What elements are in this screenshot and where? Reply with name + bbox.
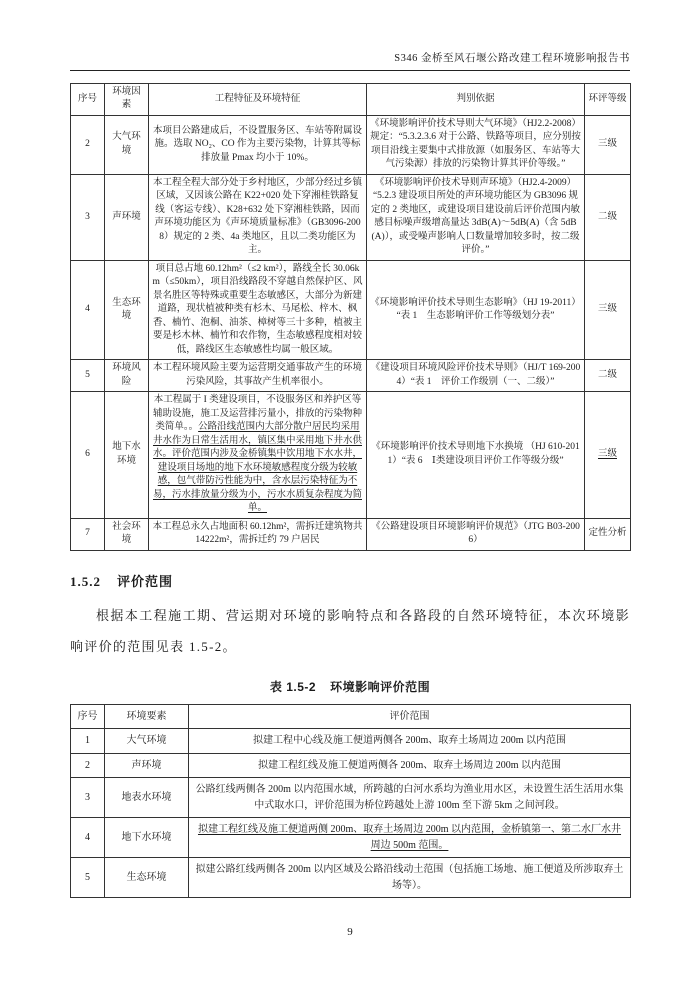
env-factor: 地表水环境 <box>105 778 189 818</box>
row-no: 2 <box>71 753 105 778</box>
env-factor: 地下水环境 <box>105 392 149 518</box>
project-feature: 项目总占地 60.12hm²（≤2 km²），路线全长 30.06km（≤50km），项目沿线路段不穿越自然保护区、风景名胜区等特殊或重要生态敏感区，大部分为新建道路，现状植被种类有杉木、马尾松、梓木、枫香、楠竹、泡桐、油茶、樟树等三十多种，植被主要是杉木林、楠竹和农作物，生态敏感程度相对较低，路线区生态敏感性均属一般区域。 <box>149 260 367 359</box>
table-row <box>71 778 631 818</box>
eval-grade: 二级 <box>585 174 631 260</box>
row-no: 6 <box>71 392 105 518</box>
table-title <box>70 678 630 695</box>
report-header: S346 金桥至风石堰公路改建工程环境影响报告书 <box>70 50 630 71</box>
eval-grade: 定性分析 <box>585 518 631 550</box>
project-feature: 本工程全程大部分处于乡村地区，少部分经过乡镇区域，又因该公路在 K22+020 处下穿湘桂铁路复线（客运专线）、K28+632 处下穿湘桂铁路，因而声环境功能区为《声环境质量标准》（GB3096-2008）规定的 2 类、4a 类地区，且以二类功能区为主。 <box>149 174 367 260</box>
row-no: 3 <box>71 778 105 818</box>
col-header-factor: 环境因素 <box>105 84 149 116</box>
env-factor: 大气环境 <box>105 729 189 754</box>
table-row <box>71 729 631 754</box>
row-no: 4 <box>71 260 105 359</box>
row-no: 2 <box>71 115 105 174</box>
env-factor: 社会环境 <box>105 518 149 550</box>
env-factor: 环境风险 <box>105 360 149 392</box>
body-paragraph: 根据本工程施工期、营运期对环境的影响特点和各路段的自然环境特征，本次环境影响评价的范围见表 1.5-2。 <box>70 607 630 654</box>
judgment-basis: 《环境影响评价技术导则生态影响》（HJ 19-2011）“表 1 生态影响评价工作等级划分表” <box>367 260 585 359</box>
judgment-basis: 《环境影响评价技术导则地下水换境 （HJ 610-2011）“表 6 Ⅰ类建设项目评价工作等级分级” <box>367 392 585 518</box>
table-row <box>71 818 631 858</box>
judgment-basis: 《环境影响评价技术导则大气环境》（HJ2.2-2008）规定：“5.3.2.3.6 对于公路、铁路等项目，应分别按项目沿线主要集中式排放源（如服务区、车站等大气污染源）排放的污染物计算其评价等级。” <box>367 115 585 174</box>
project-feature: 本项目公路建成后，不设置服务区、车站等附属设施。选取 NO₂、CO 作为主要污染物，计算其等标排放量 Pmax 均小于 10%。 <box>149 115 367 174</box>
eval-scope: 拟建公路红线两侧各 200m 以内区域及公路沿线动土范围（包括施工场地、施工便道及所涉取弃土场等）。 <box>189 858 631 898</box>
table-row <box>71 392 631 518</box>
table-header-row <box>71 84 631 116</box>
feature-text: 本工程属于 I 类建设项目，不设服务区和养护区等辅助设施，施工及运营排污量小，排放的污染物种类简单。。 <box>152 395 362 433</box>
row-no: 4 <box>71 818 105 858</box>
table-row <box>71 518 631 550</box>
row-no: 3 <box>71 174 105 260</box>
row-no: 5 <box>71 360 105 392</box>
table-row <box>71 174 631 260</box>
table-row <box>71 858 631 898</box>
eval-scope: 拟建工程红线及施工便道两侧各 200m、取弃土场周边 200m 以内范围 <box>189 753 631 778</box>
col-header-scope: 评价范围 <box>189 704 631 729</box>
page-content <box>70 0 630 938</box>
section-heading <box>70 571 630 590</box>
col-header-factor: 环境要素 <box>105 704 189 729</box>
col-header-grade: 环评等级 <box>585 84 631 116</box>
table-row <box>71 115 631 174</box>
eval-scope: 公路红线两侧各 200m 以内范围水域，所跨越的白河水系均为渔业用水区，未设置生活生活用水集中式取水口，评价范围为桥位跨越处上游 100m 至下游 5km 之间河段。 <box>189 778 631 818</box>
env-factor: 声环境 <box>105 174 149 260</box>
table-eia-scope <box>70 704 631 899</box>
section-title: 评价范围 <box>117 573 174 589</box>
env-factor: 生态环境 <box>105 260 149 359</box>
row-no: 5 <box>71 858 105 898</box>
col-header-no: 序号 <box>71 84 105 116</box>
eval-scope: 拟建工程红线及施工便道两侧 200m、取弃土场周边 200m 以内范围，金桥镇第一、第二水厂水井周边 500m 范围。 <box>189 818 631 858</box>
env-factor: 生态环境 <box>105 858 189 898</box>
eval-grade: 三级 <box>585 260 631 359</box>
env-factor: 大气环境 <box>105 115 149 174</box>
table-row <box>71 360 631 392</box>
env-factor: 地下水环境 <box>105 818 189 858</box>
project-feature <box>149 392 367 518</box>
table-row <box>71 260 631 359</box>
feature-text-underlined: 公路沿线范围内大部分散户居民均采用井水作为日常生活用水，镇区集中采用地下井水供水。评价范围内涉及金桥镇集中饮用地下水水井，建设项目场地的地下水环境敏感程度分级为较敏感，包气带防污性能为中，含水层污染特征为不易，污水排放量分级为小，污水水质复杂程度为简单。 <box>152 422 362 514</box>
table-eia-grading <box>70 83 631 551</box>
row-no: 7 <box>71 518 105 550</box>
col-header-feature: 工程特征及环境特征 <box>149 84 367 116</box>
project-feature: 本工程总永久占地面积 60.12hm²，需拆迁建筑物共 14222m²，需拆迁约 79 户居民 <box>149 518 367 550</box>
page-number: 9 <box>347 926 353 939</box>
table-title-text: 环境影响评价范围 <box>330 679 431 694</box>
col-header-no: 序号 <box>71 704 105 729</box>
section-number: 1.5.2 <box>70 573 101 589</box>
eval-grade: 二级 <box>585 360 631 392</box>
table-row <box>71 753 631 778</box>
env-factor: 声环境 <box>105 753 189 778</box>
project-feature: 本工程环境风险主要为运营期交通事故产生的环境污染风险，其事故产生机率很小。 <box>149 360 367 392</box>
table-title-number: 表 1.5-2 <box>269 679 317 694</box>
judgment-basis: 《建设项目环境风险评价技术导则》（HJ/T 169-2004）“表 1 评价工作级别（一、二级）” <box>367 360 585 392</box>
judgment-basis: 《环境影响评价技术导则声环境》（HJ2.4-2009）“5.2.3 建设项目所处的声环境功能区为 GB3096 规定的 2 类地区，或建设项目建设前后评价范围内敏感目标噪声级增高量达 3dB(A)～5dB(A)（含 5dB(A)），或受噪声影响人口数量增加较多时，按二级评价。” <box>367 174 585 260</box>
eval-grade: 三级 <box>585 392 631 518</box>
judgment-basis: 《公路建设项目环境影响评价规范》（JTG B03-2006） <box>367 518 585 550</box>
row-no: 1 <box>71 729 105 754</box>
table-header-row <box>71 704 631 729</box>
eval-scope: 拟建工程中心线及施工便道两侧各 200m、取弃土场周边 200m 以内范围 <box>189 729 631 754</box>
col-header-basis: 判别依据 <box>367 84 585 116</box>
eval-grade: 三级 <box>585 115 631 174</box>
